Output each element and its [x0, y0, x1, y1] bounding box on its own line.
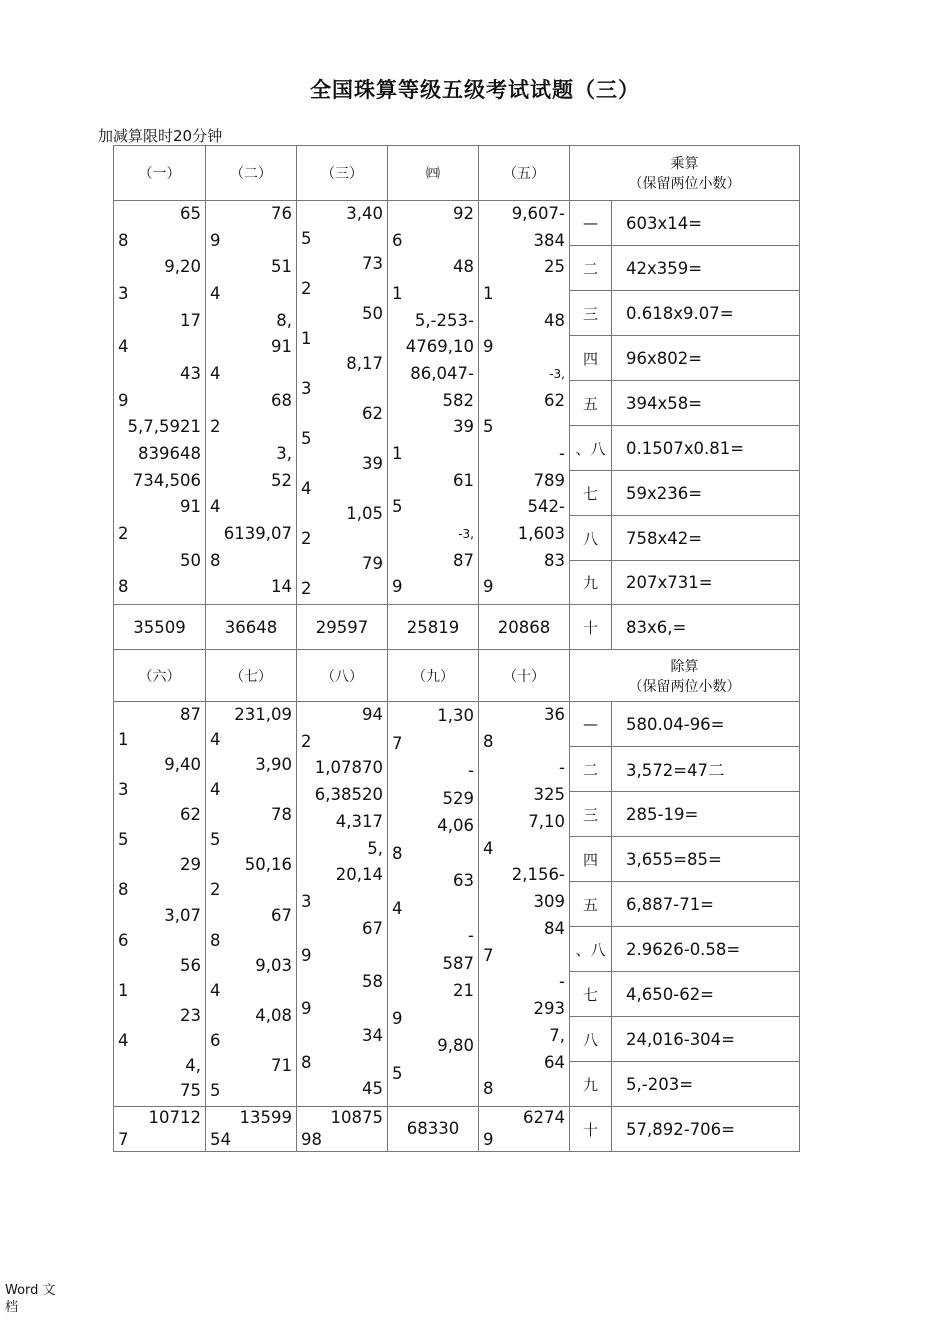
section2-col-9	[388, 702, 479, 1107]
addend-line: 83	[544, 550, 565, 570]
addend-line: 3	[301, 379, 312, 398]
addend-line: 4	[210, 980, 221, 1000]
section1-header-1: （一）	[114, 146, 206, 201]
addend-line: -3,	[549, 367, 565, 382]
addend-line: 2	[301, 529, 312, 548]
section2-col-7	[206, 702, 297, 1107]
addend-line: 8	[483, 731, 494, 751]
mul-problem-expression: 394x58=	[612, 381, 800, 426]
addend-line: 1	[483, 284, 494, 304]
addend-line: 1,07870	[314, 758, 383, 778]
section2-totals-row	[114, 1107, 800, 1152]
mul-problem-expression: 758x42=	[612, 516, 800, 561]
addend-line: 293	[533, 999, 565, 1019]
mul-problem-number: 十	[570, 605, 612, 650]
addend-line: 839648	[138, 444, 201, 464]
addend-line: 6	[118, 930, 129, 950]
addend-line: 9,03	[255, 955, 292, 975]
mul-problem-expression: 207x731=	[612, 561, 800, 605]
section2-header-8: （八）	[297, 650, 388, 702]
addend-line: 9,40	[164, 755, 201, 775]
addend-line: 8	[301, 1052, 312, 1072]
addend-line: 309	[533, 892, 565, 912]
addend-line: 92	[453, 204, 474, 223]
total-line: 98	[301, 1130, 322, 1149]
addend-line: 64	[544, 1052, 565, 1072]
addend-line: 4	[392, 898, 403, 918]
total-line: 10712	[148, 1108, 201, 1127]
section2-header-6: （六）	[114, 650, 206, 702]
multiplication-header	[570, 146, 800, 201]
div-problem-number: 八	[570, 1017, 612, 1062]
addend-line: 61	[453, 470, 474, 490]
section1-col-4	[388, 201, 479, 605]
addend-line: 87	[453, 550, 474, 570]
div-problem-expression: 57,892-706=	[612, 1107, 800, 1152]
addend-line: 2	[301, 579, 312, 598]
addend-line: 9	[210, 230, 221, 250]
section1-total: 29597	[297, 605, 388, 650]
multiplication-label: 乘算	[670, 156, 699, 172]
division-label: 除算	[670, 658, 699, 675]
section2-col-10	[479, 702, 570, 1107]
addend-line: 7	[483, 945, 494, 965]
addend-line: 4	[210, 780, 221, 800]
section1-col-5	[479, 201, 570, 605]
addend-line: 62	[362, 404, 383, 423]
addend-line: 8	[118, 880, 129, 900]
addend-line: 4	[483, 838, 494, 858]
addend-line: 9,607-	[511, 204, 565, 223]
addend-line: 29	[180, 855, 201, 875]
total-line: 7	[118, 1130, 129, 1149]
addend-line: 43	[180, 364, 201, 384]
addend-line: 8	[210, 550, 221, 570]
total-line: 54	[210, 1130, 231, 1149]
section1-col-3	[297, 201, 388, 605]
section2-header-row	[114, 650, 800, 702]
addend-line: 67	[271, 905, 292, 925]
section2-col-8	[297, 702, 388, 1107]
section1-total: 25819	[388, 605, 479, 650]
addend-line: 4	[301, 479, 312, 498]
total-line: 10875	[330, 1108, 383, 1127]
addend-line: 4	[210, 364, 221, 384]
div-problem-number: —	[570, 702, 612, 747]
addend-line: 8	[118, 577, 129, 597]
div-problem-number: 十	[570, 1107, 612, 1152]
addend-line: 5,	[367, 838, 383, 858]
addend-line: 6	[392, 230, 403, 250]
section2-col-6	[114, 702, 206, 1107]
addend-line: 1	[392, 444, 403, 464]
addend-line: 73	[362, 254, 383, 273]
addend-line: 5	[392, 497, 403, 517]
multiplication-note: （保留两位小数）	[628, 176, 741, 192]
addend-line: 4,	[185, 1055, 201, 1075]
addend-line: 8	[392, 843, 403, 863]
addend-line: 1	[118, 730, 129, 750]
addend-line: 62	[180, 805, 201, 825]
addend-line: 4	[118, 337, 129, 357]
mul-problem-expression: 42x359=	[612, 246, 800, 291]
section1-total: 20868	[479, 605, 570, 650]
addend-line: -	[468, 926, 474, 945]
section1-total: 36648	[206, 605, 297, 650]
addend-line: 2	[301, 279, 312, 298]
addend-line: 5	[210, 1080, 221, 1100]
addend-line: 34	[362, 1025, 383, 1045]
addend-line: 4	[210, 284, 221, 304]
mul-problem-expression: 603x14=	[612, 201, 800, 246]
addend-line: 5	[392, 1063, 403, 1083]
addend-line: 4	[118, 1030, 129, 1050]
addend-line: 2	[210, 417, 221, 437]
exam-table	[113, 145, 800, 1152]
addend-line: 8	[118, 230, 129, 250]
addend-line: 542-	[527, 497, 565, 517]
addend-line: 4,06	[437, 816, 474, 835]
addend-line: 3,90	[255, 755, 292, 775]
addend-line: -	[559, 758, 565, 778]
addend-line: 3,40	[346, 204, 383, 223]
section1-header-row	[114, 146, 800, 201]
addend-line: 79	[362, 554, 383, 573]
mul-problem-number: —	[570, 201, 612, 246]
addend-line: 9	[392, 577, 403, 597]
mul-problem-number: 二	[570, 246, 612, 291]
addend-line: 3	[118, 780, 129, 800]
addend-line: 9	[483, 577, 494, 597]
addend-line: 8	[210, 930, 221, 950]
footer-doc-label: Word 文档	[5, 1283, 56, 1315]
section1-header-4: ㈣	[388, 146, 479, 201]
addend-line: -	[559, 444, 565, 464]
addend-line: 78	[271, 805, 292, 825]
div-problem-number: 三	[570, 792, 612, 837]
addend-line: 75	[180, 1080, 201, 1100]
mul-problem-number: 、八	[570, 426, 612, 471]
addend-line: 50	[362, 304, 383, 323]
addend-line: 62	[544, 390, 565, 410]
addend-line: 20,14	[335, 865, 383, 885]
section2-header-9: （九）	[388, 650, 479, 702]
section2-total	[114, 1107, 206, 1152]
section1-totals-row	[114, 605, 800, 650]
section1-header-5: （五）	[479, 146, 570, 201]
addend-line: 71	[271, 1055, 292, 1075]
addend-line: 91	[180, 497, 201, 517]
addend-line: 7,10	[528, 811, 565, 831]
addend-line: 9	[483, 337, 494, 357]
addend-line: 4	[210, 497, 221, 517]
addend-line: 52	[271, 470, 292, 490]
addend-line: 36	[544, 705, 565, 724]
mul-problem-expression: 83x6,=	[612, 605, 800, 650]
div-problem-number: 五	[570, 882, 612, 927]
addend-line: 8,17	[346, 354, 383, 373]
addend-line: 6	[210, 1030, 221, 1050]
addend-line: 4	[210, 730, 221, 750]
div-problem-expression: 6,887-71=	[612, 882, 800, 927]
addend-line: 84	[544, 918, 565, 938]
addend-line: 734,506	[132, 470, 201, 490]
addend-line: 65	[180, 204, 201, 223]
section2-total	[479, 1107, 570, 1152]
addend-line: 5,7,5921	[127, 417, 201, 437]
mul-problem-number: 四	[570, 336, 612, 381]
addend-line: 1	[118, 980, 129, 1000]
total-line: 13599	[239, 1108, 292, 1127]
div-problem-number: 、八	[570, 927, 612, 972]
addend-line: 3,07	[164, 905, 201, 925]
section1-header-2: （二）	[206, 146, 297, 201]
addend-line: 4769,10	[405, 337, 474, 357]
addend-line: 39	[453, 417, 474, 437]
addend-line: 587	[442, 953, 474, 973]
addend-line: 529	[442, 788, 474, 808]
section1-total: 35509	[114, 605, 206, 650]
addend-line: 384	[533, 230, 565, 250]
addend-line: 4,317	[335, 811, 383, 831]
addend-line: 5	[210, 830, 221, 850]
mul-problem-expression: 59x236=	[612, 471, 800, 516]
addend-line: 3	[301, 892, 312, 912]
total-line: 6274	[523, 1108, 565, 1127]
div-problem-expression: 580.04-96=	[612, 702, 800, 747]
addend-line: 39	[362, 454, 383, 473]
addend-line: 6,38520	[314, 785, 383, 805]
addend-line: 6139,07	[223, 524, 292, 544]
total-line: 68330	[406, 1119, 460, 1138]
addend-line: 5	[301, 429, 312, 448]
addend-line: 2	[301, 731, 312, 751]
addend-line: 8	[483, 1079, 494, 1099]
section2-header-7: （七）	[206, 650, 297, 702]
addend-line: -3,	[458, 527, 474, 542]
division-note: （保留两位小数）	[628, 678, 741, 695]
addend-line: 231,09	[234, 705, 292, 724]
addend-line: 68	[271, 390, 292, 410]
addend-line: 582	[442, 390, 474, 410]
addend-line: 7,	[549, 1025, 565, 1045]
addend-line: 51	[271, 257, 292, 277]
div-problem-expression: 285-19=	[612, 792, 800, 837]
addend-line: 23	[180, 1005, 201, 1025]
addend-line: 9	[301, 999, 312, 1019]
div-problem-expression: 3,572=47二	[612, 747, 800, 792]
div-problem-number: 四	[570, 837, 612, 882]
addend-line: 91	[271, 337, 292, 357]
addend-line: 48	[544, 310, 565, 330]
addend-line: 87	[180, 705, 201, 724]
addend-line: 2	[118, 524, 129, 544]
section2-header-10: （十）	[479, 650, 570, 702]
addend-line: 5	[483, 417, 494, 437]
division-header	[570, 650, 800, 702]
addend-line: 5	[118, 830, 129, 850]
addend-line: 9	[301, 945, 312, 965]
addend-line: 21	[453, 981, 474, 1000]
section2-total	[206, 1107, 297, 1152]
addend-line: -	[559, 972, 565, 992]
section1-col-1	[114, 201, 206, 605]
mul-problem-number: 七	[570, 471, 612, 516]
section1-col-2	[206, 201, 297, 605]
addend-line: 5	[301, 229, 312, 248]
addend-line: 1,603	[517, 524, 565, 544]
addend-line: 67	[362, 918, 383, 938]
addend-line: 4,08	[255, 1005, 292, 1025]
addend-line: 25	[544, 257, 565, 277]
addend-line: 1,05	[346, 504, 383, 523]
addend-line: 9	[118, 390, 129, 410]
section1-header-3: （三）	[297, 146, 388, 201]
addend-line: 48	[453, 257, 474, 277]
addend-line: 94	[362, 705, 383, 724]
addend-line: 1	[392, 284, 403, 304]
mul-problem-expression: 0.618x9.07=	[612, 291, 800, 336]
addend-line: 8,	[276, 310, 292, 330]
addend-line: 56	[180, 955, 201, 975]
div-problem-expression: 5,-203=	[612, 1062, 800, 1107]
addend-line: 45	[362, 1079, 383, 1099]
mul-problem-expression: 96x802=	[612, 336, 800, 381]
addend-line: 5,-253-	[414, 310, 474, 330]
section2-total	[388, 1107, 479, 1152]
div-problem-expression: 24,016-304=	[612, 1017, 800, 1062]
div-problem-number: 九	[570, 1062, 612, 1107]
mul-problem-expression: 0.1507x0.81=	[612, 426, 800, 471]
addend-line: 50,16	[244, 855, 292, 875]
addend-line: 9,20	[164, 257, 201, 277]
div-problem-expression: 2.9626-0.58=	[612, 927, 800, 972]
addend-line: 14	[271, 577, 292, 597]
addend-line: 9	[392, 1008, 403, 1028]
div-problem-expression: 3,655=85=	[612, 837, 800, 882]
page-title: 全国珠算等级五级考试试题（三）	[310, 78, 640, 102]
addend-line: 17	[180, 310, 201, 330]
addend-line: 2,156-	[511, 865, 565, 885]
time-limit-note: 加减算限时20分钟	[98, 127, 223, 145]
div-problem-number: 七	[570, 972, 612, 1017]
addend-line: 86,047-	[410, 364, 474, 384]
addend-line: 3,	[276, 444, 292, 464]
addend-line: 50	[180, 550, 201, 570]
addend-line: 76	[271, 204, 292, 223]
total-line: 9	[483, 1130, 494, 1149]
div-problem-expression: 4,650-62=	[612, 972, 800, 1017]
addend-line: -	[468, 761, 474, 780]
addend-line: 2	[210, 880, 221, 900]
addend-line: 58	[362, 972, 383, 992]
addend-line: 3	[118, 284, 129, 304]
addend-line: 1	[301, 329, 312, 348]
mul-problem-number: 三	[570, 291, 612, 336]
addend-line: 325	[533, 785, 565, 805]
div-problem-number: 二	[570, 747, 612, 792]
section2-total	[297, 1107, 388, 1152]
addend-line: 789	[533, 470, 565, 490]
mul-problem-number: 八	[570, 516, 612, 561]
addend-line: 63	[453, 871, 474, 890]
mul-problem-number: 九	[570, 561, 612, 605]
addend-line: 9,80	[437, 1036, 474, 1055]
addend-line: 1,30	[437, 706, 474, 725]
mul-problem-number: 五	[570, 381, 612, 426]
addend-line: 7	[392, 733, 403, 753]
